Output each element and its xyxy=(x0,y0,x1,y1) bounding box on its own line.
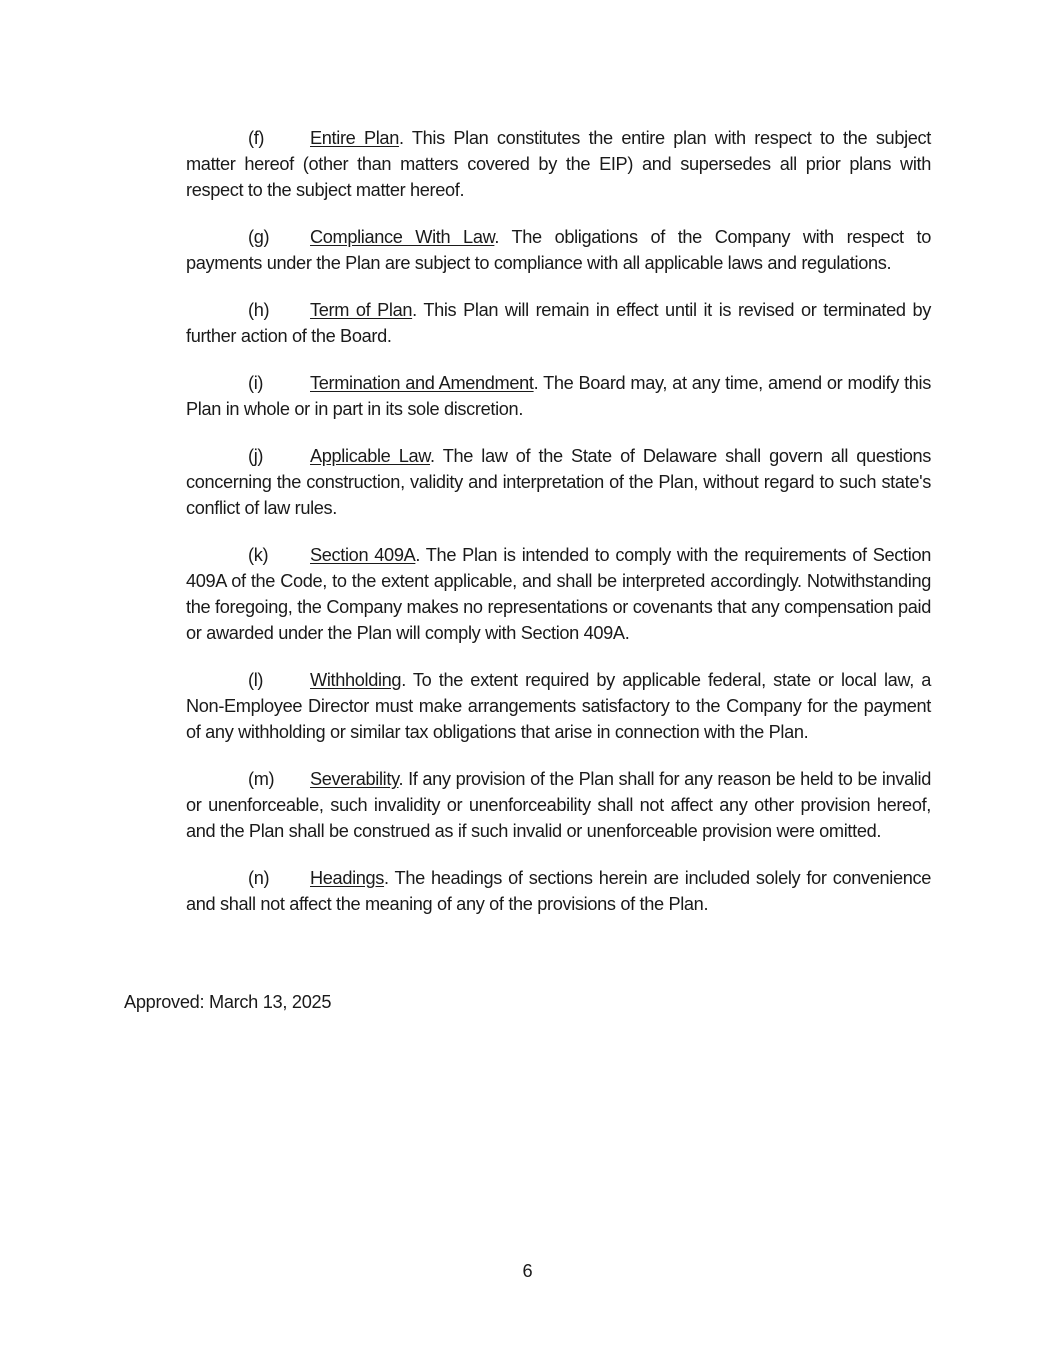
section-text: . To the extent required by applicable federal, state or local law, a Non-Employee Director must make arrangements satisfactory to the Company for the payment of any withholding or similar tax obligations that arise in connection with the Plan. xyxy=(186,670,931,742)
section-g xyxy=(186,224,931,276)
approval-date: Approved: March 13, 2025 xyxy=(124,992,332,1012)
section-j xyxy=(186,443,931,521)
section-marker: (f) xyxy=(248,128,265,148)
section-text: . The Board may, at any time, amend or modify this Plan in whole or in part in its sole discretion. xyxy=(186,373,931,419)
section-text: . The headings of sections herein are included solely for convenience and shall not affect the meaning of any of the provisions of the Plan. xyxy=(186,868,931,914)
section-marker: (l) xyxy=(248,670,264,690)
section-heading: Severability xyxy=(310,769,399,789)
section-text: . This Plan will remain in effect until it is revised or terminated by further action of the Board. xyxy=(186,300,931,346)
section-text: . The law of the State of Delaware shall govern all questions concerning the construction, validity and interpretation of the Plan, without regard to such state's conflict of law rules. xyxy=(186,446,932,518)
section-marker: (n) xyxy=(248,868,270,888)
section-heading: Entire Plan xyxy=(310,128,399,148)
section-i xyxy=(186,370,931,422)
section-m xyxy=(186,766,931,844)
section-marker: (i) xyxy=(248,373,264,393)
section-heading: Compliance With Law xyxy=(310,227,495,247)
section-n xyxy=(186,865,931,917)
section-heading: Withholding xyxy=(310,670,402,690)
section-l xyxy=(186,667,931,745)
section-heading: Section 409A xyxy=(310,545,416,565)
section-heading: Applicable Law xyxy=(310,446,431,466)
section-heading: Term of Plan xyxy=(310,300,413,320)
section-k xyxy=(186,542,931,646)
document-body xyxy=(186,125,931,938)
page-number: 6 xyxy=(522,1261,533,1281)
section-text: . This Plan constitutes the entire plan with respect to the subject matter hereof (other than matters covered by the EIP) and supersedes all prior plans with respect to the subject matter hereof. xyxy=(186,128,931,200)
section-h xyxy=(186,297,931,349)
section-heading: Termination and Amendment xyxy=(310,373,534,393)
section-text: . The Plan is intended to comply with the requirements of Section 409A of the Code, to the extent applicable, and shall be interpreted accordingly. Notwithstanding the foregoing, the Company makes no representations or covenants that any compensation paid or awarded under the Plan will comply with Section 409A. xyxy=(186,545,931,643)
section-marker: (h) xyxy=(248,300,270,320)
section-heading: Headings xyxy=(310,868,385,888)
section-f xyxy=(186,125,931,203)
section-marker: (g) xyxy=(248,227,270,247)
section-text: . The obligations of the Company with respect to payments under the Plan are subject to compliance with all applicable laws and regulations. xyxy=(186,227,932,273)
section-marker: (k) xyxy=(248,545,269,565)
section-marker: (m) xyxy=(248,769,275,789)
section-marker: (j) xyxy=(248,446,264,466)
section-text: . If any provision of the Plan shall for any reason be held to be invalid or unenforceable, such invalidity or unenforceability shall not affect any other provision hereof, and the Plan shall be construed as if such invalid or unenforceable provision were omitted. xyxy=(186,769,931,841)
